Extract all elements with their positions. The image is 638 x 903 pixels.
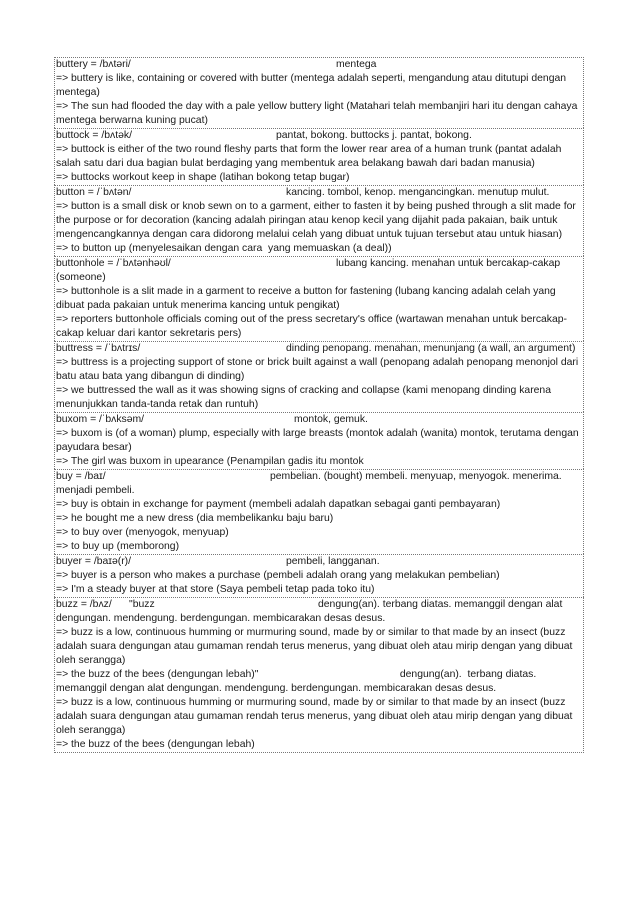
entry-example-line: => we buttressed the wall as it was showing signs of cracking and collapse (kami menopang dinding karena menunjukkan tanda-tanda retak dan runtuh) — [56, 385, 554, 410]
entry-definition: dengung(an). terbang diatas. memanggil dengan alat dengungan. mendengung. berdengungan. membicarakan desas desus. — [56, 599, 563, 624]
dictionary-entry — [54, 597, 584, 753]
entry-example-line: => buy is obtain in exchange for payment (membeli adalah dapatkan sebagai ganti pembayaran) — [56, 499, 501, 510]
entry-heading — [56, 58, 582, 72]
dictionary-entry — [54, 128, 584, 185]
entry-headword: buttonhole = /ˈbʌtənhəʊl/ — [56, 258, 171, 269]
dictionary-entry — [54, 256, 584, 341]
entry-definition: pembelian. (bought) membeli. menyuap, menyogok. menerima. menjadi pembeli. — [56, 471, 562, 496]
entry-example-line: => buzz is a low, continuous humming or murmuring sound, made by or similar to that made by an insect (buzz adalah suara dengungan atau gumaman rendah terus menerus, yang dibuat oleh atau mirip dengan yang dibuat oleh serangga) — [56, 697, 576, 736]
entry-headword: buy = /baɪ/ — [56, 471, 106, 482]
dictionary-document — [54, 57, 584, 753]
entry-definition: pembeli, langganan. — [286, 556, 380, 567]
entry-example-line: => button is a small disk or knob sewn on to a garment, either to fasten it by being pushed through a slit made for the purpose or for decoration (kancing adalah piringan atau kenop kecil yang dijahit pada pakaian, baik untuk mengencangkannya dengan cara didorong melalui celah yang dibuat untuk tujuan tersebut atau untuk hiasan) — [56, 201, 579, 240]
dictionary-entry — [54, 412, 584, 469]
entry-example-line: => he bought me a new dress (dia membelikanku baju baru) — [56, 513, 334, 524]
dictionary-entry — [54, 469, 584, 554]
entry-example-line: => reporters buttonhole officials coming out of the press secretary's office (wartawan menahan untuk bercakap-cakap keluar dari kantor sekretaris pers) — [56, 314, 568, 339]
entry-example-line: => the buzz of the bees (dengungan lebah) — [56, 739, 255, 750]
entry-definition: dinding penopang. menahan, menunjang (a wall, an argument) — [286, 343, 576, 354]
entry-example-line: => buzz is a low, continuous humming or murmuring sound, made by or similar to that made by an insect (buzz adalah suara dengungan atau gumaman rendah terus menerus, yang dibuat oleh atau mirip dengan yang dibuat oleh serangga) — [56, 627, 576, 666]
entry-example-line: => buttock is either of the two round fleshy parts that form the lower rear area of a human trunk (pantat adalah salah satu dari dua bagian bulat berdaging yang membentuk area belakang bawah dari badan manusia) — [56, 144, 565, 169]
entry-heading — [56, 555, 582, 569]
entry-example-line: => The sun had flooded the day with a pale yellow buttery light (Matahari telah membanjiri hari itu dengan cahaya mentega berwarna kuning pucat) — [56, 101, 581, 126]
entry-definition: montok, gemuk. — [294, 414, 368, 425]
entry-headword: buzz = /bʌz/ "buzz — [56, 599, 155, 610]
entry-example-line: => buxom is (of a woman) plump, especially with large breasts (montok adalah (wanita) montok, terutama dengan payudara besar) — [56, 428, 582, 453]
entry-headword: button = /ˈbʌtən/ — [56, 187, 132, 198]
entry-example-line: => buyer is a person who makes a purchase (pembeli adalah orang yang melakukan pembelian) — [56, 570, 500, 581]
entry-heading — [56, 186, 582, 200]
entry-definition: pantat, bokong. buttocks j. pantat, bokong. — [276, 130, 472, 141]
entry-example-line: => buttonhole is a slit made in a garment to receive a button for fastening (lubang kancing adalah celah yang dibuat pada pakaian untuk menerima kancing untuk pengikat) — [56, 286, 559, 311]
dictionary-entry — [54, 341, 584, 412]
entry-example-line: => buttocks workout keep in shape (latihan bokong tetap bugar) — [56, 172, 350, 183]
dictionary-entry — [54, 554, 584, 597]
dictionary-entry — [54, 185, 584, 256]
entry-example-line: => buttery is like, containing or covered with butter (mentega adalah seperti, mengandung atau ditutupi dengan mentega) — [56, 73, 569, 98]
entry-headword: buxom = /ˈbʌksəm/ — [56, 414, 145, 425]
entry-heading — [56, 129, 582, 143]
entry-example-line: => I'm a steady buyer at that store (Saya pembeli tetap pada toko itu) — [56, 584, 375, 595]
entry-definition: mentega — [336, 59, 377, 70]
entry-headword: buttress = /ˈbʌtrɪs/ — [56, 343, 141, 354]
entry-headword: buyer = /baɪə(r)/ — [56, 556, 132, 567]
entry-heading — [56, 470, 582, 498]
entry-headword: buttery = /bʌtəri/ — [56, 59, 131, 70]
entry-example-line: => The girl was buxom in upearance (Penampilan gadis itu montok — [56, 456, 364, 467]
entry-heading — [56, 257, 582, 285]
entry-example-line: => to buy over (menyogok, menyuap) — [56, 527, 229, 538]
entry-example-line: => the buzz of the bees (dengungan lebah)" dengung(an). terbang diatas. memanggil dengan alat dengungan. mendengung. berdengungan. membicarakan desas desus. — [56, 669, 540, 694]
dictionary-entry — [54, 57, 584, 128]
entry-definition: kancing. tombol, kenop. mengancingkan. menutup mulut. — [286, 187, 550, 198]
entry-heading — [56, 598, 582, 626]
entry-example-line: => to buy up (memborong) — [56, 541, 180, 552]
entry-heading — [56, 413, 582, 427]
entry-definition: lubang kancing. menahan untuk bercakap-cakap (someone) — [56, 258, 561, 283]
entry-example-line: => to button up (menyelesaikan dengan cara yang memuaskan (a deal)) — [56, 243, 392, 254]
entry-example-line: => buttress is a projecting support of stone or brick built against a wall (penopang adalah penopang menonjol dari batu atau bata yang dibangun di dinding) — [56, 357, 582, 382]
entry-headword: buttock = /bʌtək/ — [56, 130, 132, 141]
entry-heading — [56, 342, 582, 356]
